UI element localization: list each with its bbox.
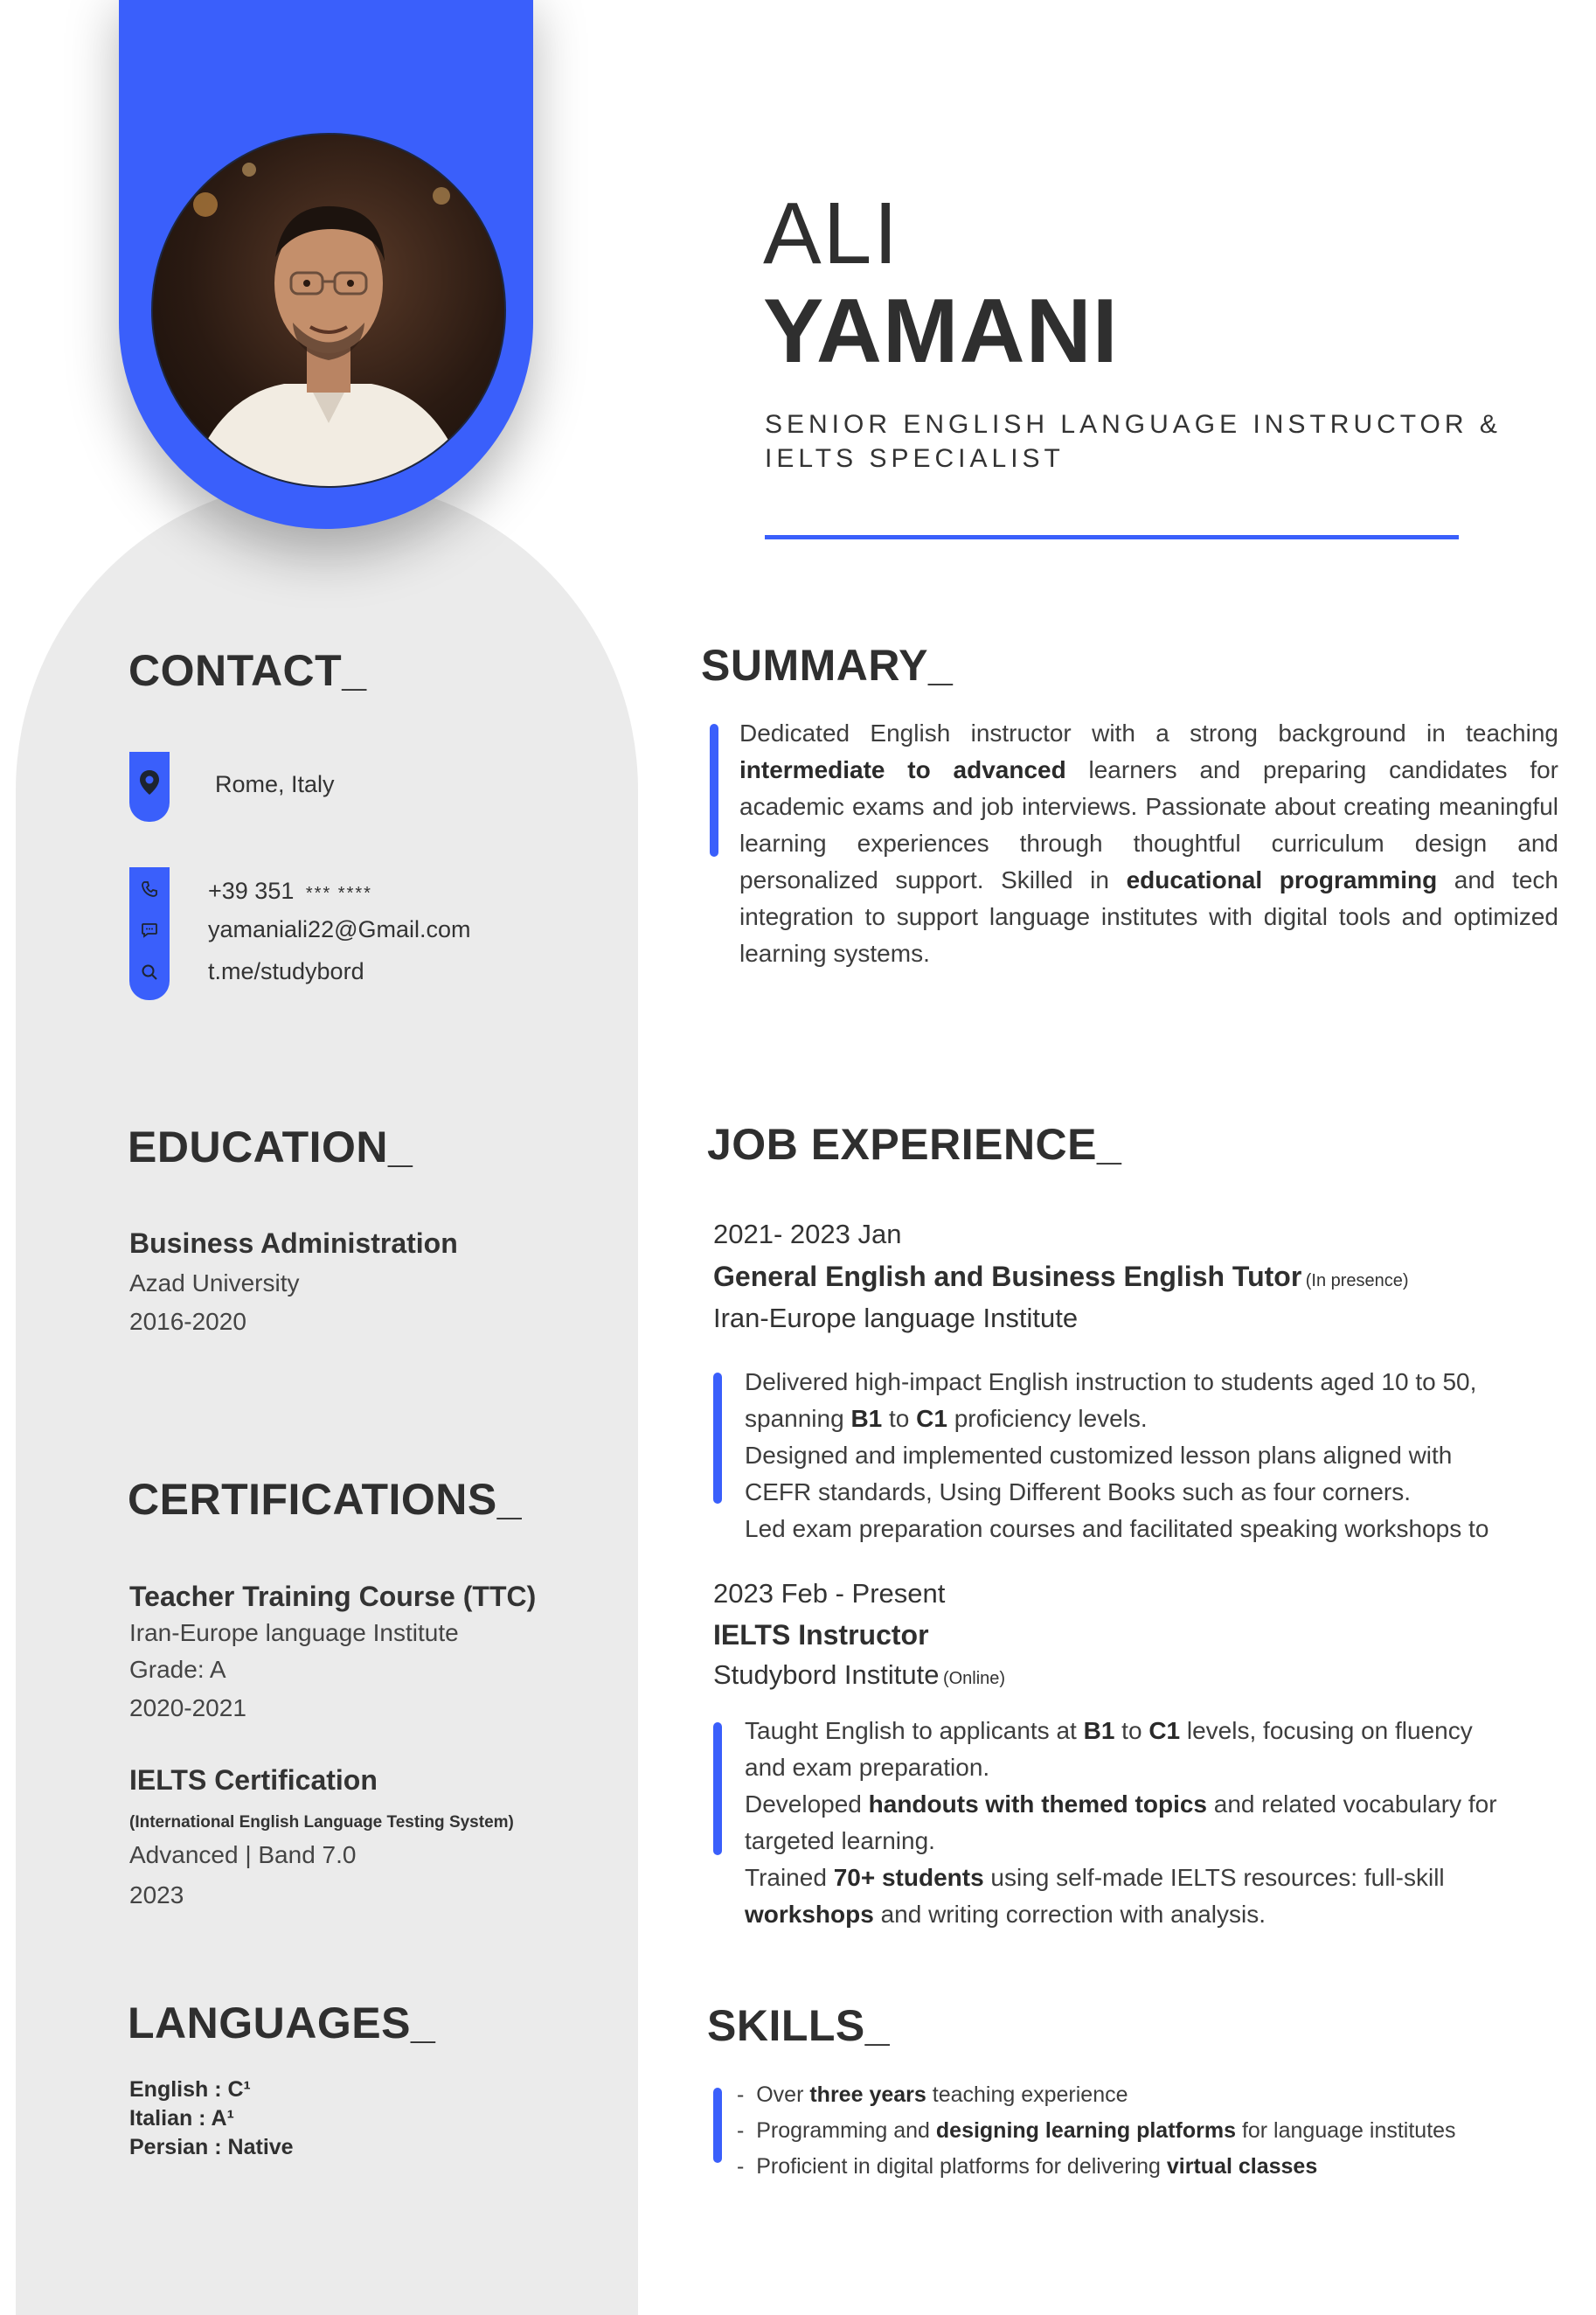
job-line-part: levels, focusing on fluency (1186, 1717, 1473, 1744)
chat-icon (141, 921, 158, 939)
summary-part: and tech integration to support language institutes with digital tools and optimized learning systems. (739, 866, 1559, 967)
location-pill (129, 752, 170, 822)
language-item: Persian : Native (129, 2135, 294, 2159)
telegram-text: t.me/studybord (208, 958, 364, 984)
skill-part: Proficient in digital platforms for delivering (756, 2154, 1161, 2179)
degree: Business Administration (129, 1227, 458, 1259)
search-icon (141, 963, 158, 981)
skill-part: teaching experience (932, 2082, 1128, 2107)
skill-part: for language institutes (1241, 2118, 1456, 2143)
job-place: Studybord Institute (713, 1659, 940, 1690)
job-line-part: Trained (745, 1864, 827, 1891)
title-divider (765, 535, 1459, 539)
job-description (745, 1713, 1551, 1933)
last-name: YAMANI (763, 281, 1119, 382)
skill-item: - Proficient in digital platforms for delivering virtual classes (737, 2154, 1318, 2179)
phone-icon (141, 880, 158, 898)
job-accent-bar (713, 1722, 722, 1855)
summary-part: Dedicated English instructor with a strong background in teaching (739, 720, 1558, 747)
cert-years: 2023 (129, 1881, 184, 1908)
job-line-bold: B1 (850, 1405, 883, 1432)
location-text: Rome, Italy (215, 771, 335, 797)
skill-bold: designing learning platforms (935, 2118, 1236, 2143)
job-line: and exam preparation. (745, 1754, 990, 1781)
profile-photo (151, 133, 506, 488)
education-heading: EDUCATION_ (128, 1123, 413, 1171)
job-line-part: and writing correction with analysis. (880, 1901, 1266, 1928)
summary-part: learners and preparing candidates for academic exams and job interviews. Passionate about creating meaningful learning experiences through thoughtful curriculum design and personalized support. Skilled in (739, 756, 1559, 893)
job-title-line: IELTS SPECIALIST (765, 444, 1065, 473)
job-tag: (Online) (942, 1669, 1006, 1688)
skills-list (737, 2077, 1558, 2185)
job-line-bold: 70+ students (833, 1864, 984, 1891)
job-line-bold: handouts with themed topics (868, 1790, 1207, 1818)
job-line (745, 1401, 1558, 1437)
cert-grade: Advanced | Band 7.0 (129, 1841, 357, 1868)
education-years: 2016-2020 (129, 1308, 246, 1335)
skill-item: - Programming and designing learning platforms for language institutes (737, 2118, 1456, 2143)
phone-mask: *** **** (305, 884, 372, 903)
summary-bold: educational programming (1126, 866, 1438, 893)
job-line-part: spanning (745, 1405, 844, 1432)
phone-number: +39 351 (208, 878, 295, 904)
summary-text (739, 715, 1558, 972)
job-role: General English and Business English Tutor (713, 1261, 1302, 1292)
job-line-bold: C1 (1148, 1717, 1181, 1744)
job-line-part: Developed (745, 1790, 862, 1818)
job-line: targeted learning. (745, 1827, 935, 1854)
first-name: ALI (763, 184, 900, 282)
skill-item: - Over three years teaching experience (737, 2082, 1128, 2107)
job-title-row (713, 1261, 1409, 1293)
job-line (745, 1896, 1551, 1933)
job-date: 2023 Feb - Present (713, 1578, 946, 1609)
job-line-part: to (889, 1405, 910, 1432)
cert-title: Teacher Training Course (TTC) (129, 1581, 537, 1612)
summary-accent-bar (710, 724, 718, 857)
skill-part: Over (756, 2082, 804, 2107)
job-line: Designed and implemented customized lesson plans aligned with (745, 1442, 1453, 1469)
job-place: Iran-Europe language Institute (713, 1303, 1079, 1333)
job-role: IELTS Instructor (713, 1619, 929, 1651)
job-title-line: SENIOR ENGLISH LANGUAGE INSTRUCTOR & (765, 410, 1502, 439)
job-line: Delivered high-impact English instruction to students aged 10 to 50, (745, 1368, 1477, 1395)
job-line: Led exam preparation courses and facilitated speaking workshops to (745, 1515, 1489, 1542)
email-text: yamaniali22@Gmail.com (208, 916, 471, 942)
job-tag: (In presence) (1305, 1271, 1409, 1290)
job-line-part: using self-made IELTS resources: full-skill (990, 1864, 1445, 1891)
cert-grade: Grade: A (129, 1656, 226, 1683)
summary-heading: SUMMARY_ (701, 641, 954, 690)
job-line (745, 1713, 1551, 1749)
cert-title: IELTS Certification (129, 1764, 378, 1796)
contact-heading: CONTACT_ (128, 646, 367, 695)
job-place-row (713, 1659, 1005, 1691)
school: Azad University (129, 1269, 300, 1297)
cert-years: 2020-2021 (129, 1694, 246, 1721)
language-item: Italian : A¹ (129, 2106, 234, 2131)
job-line (745, 1860, 1551, 1896)
skill-bold: virtual classes (1166, 2154, 1318, 2179)
certifications-heading: CERTIFICATIONS_ (128, 1475, 523, 1524)
skills-accent-bar (713, 2088, 722, 2163)
contact-pill (129, 867, 170, 1000)
job-line-bold: B1 (1083, 1717, 1115, 1744)
job-line-part: and related vocabulary for (1213, 1790, 1497, 1818)
job-line-part: to (1121, 1717, 1142, 1744)
job-line-part: proficiency levels. (954, 1405, 1148, 1432)
job-line (745, 1786, 1551, 1823)
phone-text (208, 878, 372, 905)
languages-list (129, 2075, 294, 2162)
location-pin-icon (139, 769, 160, 796)
job-line-bold: C1 (916, 1405, 947, 1432)
skill-part: Programming and (756, 2118, 930, 2143)
job-date: 2021- 2023 Jan (713, 1219, 902, 1249)
languages-heading: LANGUAGES_ (128, 1999, 436, 2047)
job-line-bold: workshops (745, 1901, 874, 1928)
skills-heading: SKILLS_ (707, 2001, 891, 2050)
job-description (745, 1364, 1558, 1547)
language-item: English : C¹ (129, 2077, 251, 2102)
job-line: CEFR standards, Using Different Books such as four corners. (745, 1478, 1412, 1505)
cert-note: (International English Language Testing System) (129, 1813, 514, 1832)
experience-heading: JOB EXPERIENCE_ (707, 1120, 1122, 1169)
cert-org: Iran-Europe language Institute (129, 1619, 459, 1646)
skill-bold: three years (809, 2082, 926, 2107)
job-accent-bar (713, 1373, 722, 1504)
job-line-part: Taught English to applicants at (745, 1717, 1077, 1744)
job-title (765, 407, 1516, 476)
summary-bold: intermediate to advanced (739, 756, 1066, 783)
